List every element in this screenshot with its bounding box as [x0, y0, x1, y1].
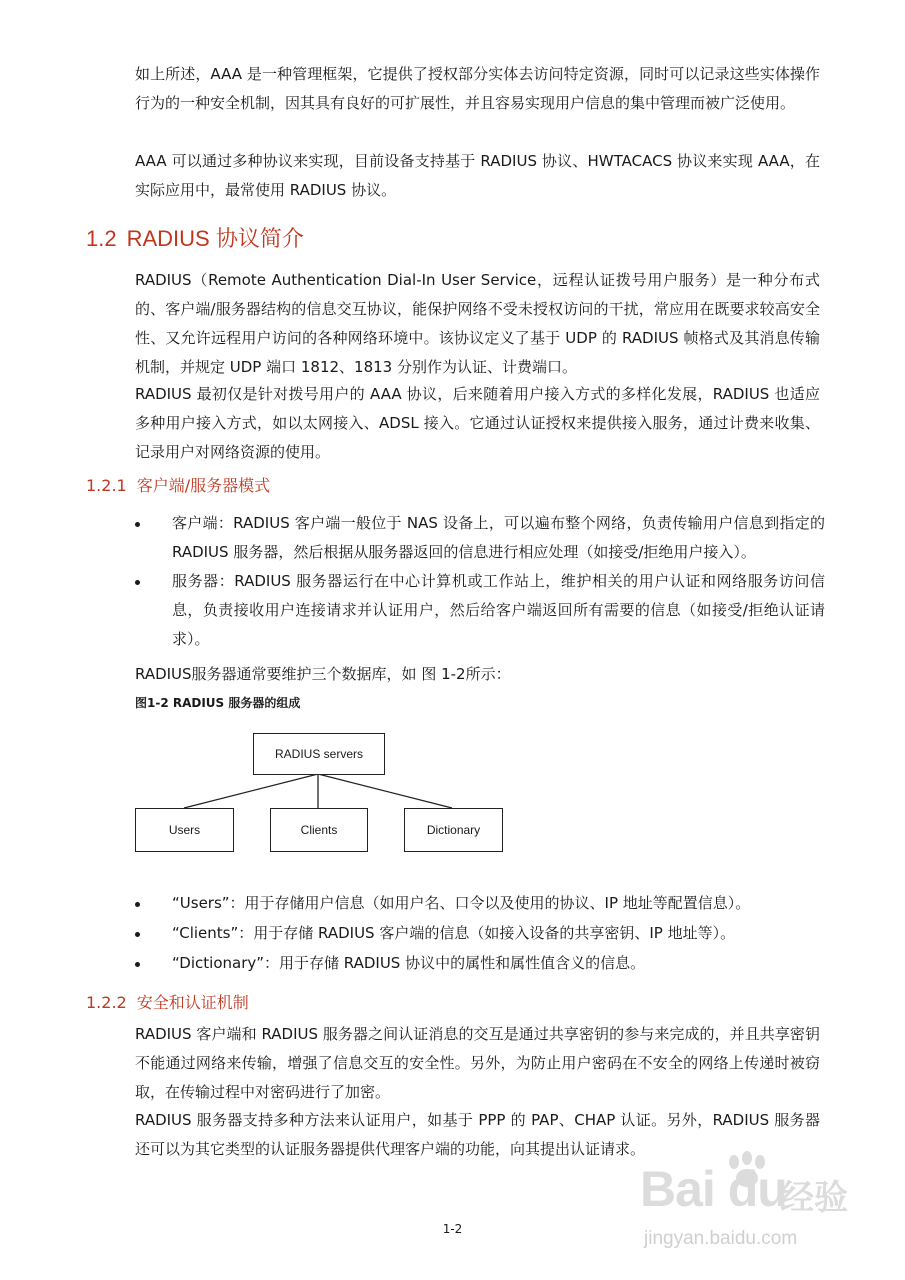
list-item-text: “Users”：用于存储用户信息（如用户名、口令以及使用的协议、IP 地址等配置信息）。 [172, 894, 751, 912]
section-paragraph-2: RADIUS 最初仅是针对拨号用户的 AAA 协议，后来随着用户接入方式的多样化发展，RADIUS 也适应多种用户接入方式，如以太网接入、ADSL 接入。它通过认证授权来提供接入服务，通过计费来收集、记录用户对网络资源的使用。 [135, 385, 820, 461]
bullet-icon [135, 902, 140, 907]
watermark-title: 经验 [780, 1179, 848, 1217]
list-item-text: 客户端：RADIUS 客户端一般位于 NAS 设备上，可以遍布整个网络，负责传输用户信息到指定的 RADIUS 服务器，然后根据从服务器返回的信息进行相应处理（如接受/拒绝用户接入）。 [172, 514, 825, 561]
section-paragraph-1: RADIUS（Remote Authentication Dial-In User Service，远程认证拨号用户服务）是一种分布式的、客户端/服务器结构的信息交互协议，能保护网络不受未授权访问的干扰，常应用在既要求较高安全性、又允许远程用户访问的各种网络环境中。该协议定义了基于 UDP 的 RADIUS 帧格式及其消息传输机制，并规定 UDP 端口 1812、1813 分别作为认证、计费端口。 [135, 271, 820, 376]
diagram-node-label: Dictionary [426, 823, 481, 837]
bullet-icon [135, 522, 140, 527]
list-item-text: 服务器：RADIUS 服务器运行在中心计算机或工作站上，维护相关的用户认证和网络服务访问信息，负责接收用户连接请求并认证用户，然后给客户端返回所有需要的信息（如接受/拒绝认证请求）。 [172, 572, 825, 648]
diagram-node-users [135, 808, 234, 852]
list-item [135, 567, 825, 654]
subsection-1-number: 1.2.1 [86, 476, 127, 495]
bullet-icon [135, 580, 140, 585]
watermark-logo: Bai du [640, 1161, 787, 1217]
diagram-node-dictionary [404, 808, 503, 852]
watermark-url: jingyan.baidu.com [644, 1228, 798, 1249]
list-item-text: “Clients”：用于存储 RADIUS 客户端的信息（如接入设备的共享密钥、IP 地址等）。 [172, 924, 736, 942]
diagram-root-label: RADIUS servers [274, 747, 363, 761]
figure-caption: 图1-2 RADIUS 服务器的组成 [135, 696, 301, 710]
baidu-jingyan-watermark [640, 1150, 860, 1260]
connector-users [184, 774, 318, 808]
list-item [135, 949, 825, 978]
subsection-2-title: 安全和认证机制 [136, 993, 249, 1012]
list-item-text: “Dictionary”：用于存储 RADIUS 协议中的属性和属性值含义的信息。 [172, 954, 646, 972]
section-number: 1.2 [86, 226, 117, 251]
diagram-node-label: Users [168, 823, 201, 837]
bullet-icon [135, 932, 140, 937]
subsection-1-heading [86, 473, 270, 496]
section-heading [86, 222, 304, 253]
diagram-node-label: Clients [300, 823, 338, 837]
diagram-node-clients [270, 808, 368, 852]
subsection-2-number: 1.2.2 [86, 993, 127, 1012]
intro-paragraph-2: AAA 可以通过多种协议来实现，目前设备支持基于 RADIUS 协议、HWTACACS 协议来实现 AAA，在实际应用中，最常使用 RADIUS 协议。 [135, 152, 820, 199]
subsection-2-paragraph-1: RADIUS 客户端和 RADIUS 服务器之间认证消息的交互是通过共享密钥的参与来完成的，并且共享密钥不能通过网络来传输，增强了信息交互的安全性。另外，为防止用户密码在不安全的网络上传递时被窃取，在传输过程中对密码进行了加密。 [135, 1025, 820, 1101]
list-item [135, 889, 825, 918]
subsection-1-title: 客户端/服务器模式 [136, 476, 271, 495]
section-title: RADIUS 协议简介 [126, 226, 304, 251]
subsection-2-paragraph-2: RADIUS 服务器支持多种方法来认证用户，如基于 PPP 的 PAP、CHAP 认证。另外，RADIUS 服务器还可以为其它类型的认证服务器提供代理客户端的功能，向其提出认证请求。 [135, 1111, 820, 1158]
list-item [135, 509, 825, 567]
list-item [135, 919, 825, 948]
diagram-root-node [253, 733, 385, 775]
connector-dictionary [318, 774, 452, 808]
page-number: 1-2 [442, 1222, 463, 1236]
databases-intro: RADIUS服务器通常要维护三个数据库，如 图 1-2所示： [135, 665, 511, 683]
bullet-icon [135, 962, 140, 967]
subsection-2-heading [86, 990, 249, 1013]
intro-paragraph-1: 如上所述，AAA 是一种管理框架，它提供了授权部分实体去访问特定资源，同时可以记录这些实体操作行为的一种安全机制，因其具有良好的可扩展性，并且容易实现用户信息的集中管理而被广泛使用。 [135, 65, 820, 112]
